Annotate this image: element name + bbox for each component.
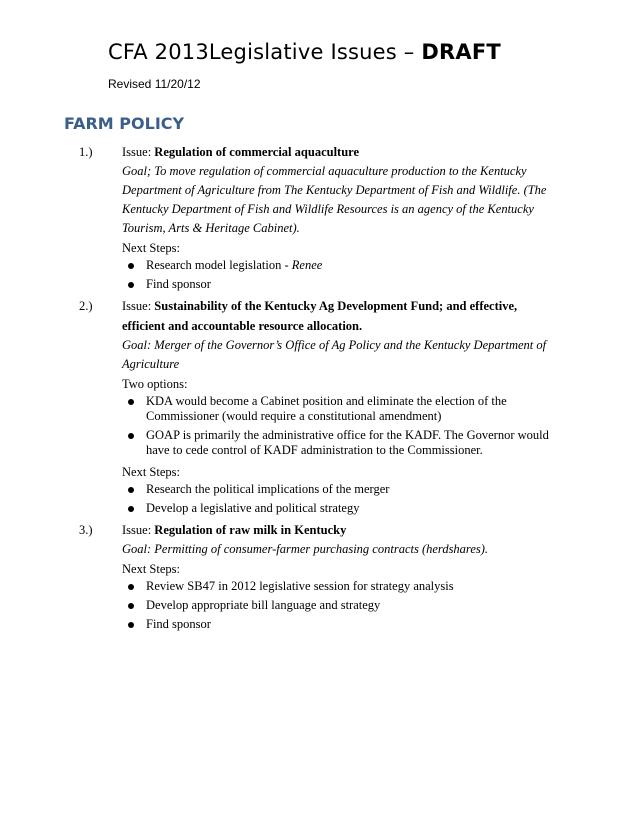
list-item xyxy=(122,598,558,613)
bullet-icon xyxy=(128,506,134,512)
issue-title: Sustainability of the Kentucky Ag Development Fund; and effective, efficient and accountable resource allocation. xyxy=(122,299,518,333)
issue-goal: Goal: Merger of the Governor’s Office of Ag Policy and the Kentucky Department of Agriculture xyxy=(122,338,547,371)
step-text: Develop a legislative and political strategy xyxy=(146,501,360,515)
bullet-icon xyxy=(128,603,134,609)
issue-heading xyxy=(122,296,558,336)
list-item xyxy=(122,617,558,632)
issue-label: Issue: xyxy=(122,299,155,313)
issue-heading xyxy=(122,520,558,540)
issues-list xyxy=(0,142,638,636)
issue-number: 2.) xyxy=(79,299,93,313)
step-text: Review SB47 in 2012 legislative session for strategy analysis xyxy=(146,579,454,593)
section-heading: FARM POLICY xyxy=(64,114,185,133)
step-owner: Renee xyxy=(291,258,323,272)
option-text: GOAP is primarily the administrative office for the KADF. The Governor would have to cede control of KADF administration to the Commissioner. xyxy=(146,428,549,457)
title-main: CFA 2013Legislative Issues – xyxy=(108,40,422,64)
issue-heading xyxy=(122,142,558,162)
options-label: Two options: xyxy=(122,377,188,391)
list-item xyxy=(122,428,558,458)
list-item xyxy=(122,394,558,424)
step-text: Develop appropriate bill language and strategy xyxy=(146,598,381,612)
next-steps-label: Next Steps: xyxy=(122,562,180,576)
list-item xyxy=(122,258,558,273)
issue-title: Regulation of commercial aquaculture xyxy=(154,145,360,159)
step-text: Research model legislation - xyxy=(146,258,292,272)
bullet-icon xyxy=(128,584,134,590)
bullet-icon xyxy=(128,282,134,288)
step-text: Find sponsor xyxy=(146,617,211,631)
next-steps-list xyxy=(122,482,558,516)
next-steps-list xyxy=(122,579,558,632)
next-steps-label: Next Steps: xyxy=(122,465,180,479)
bullet-icon xyxy=(128,487,134,493)
bullet-icon xyxy=(128,399,134,405)
issue-title: Regulation of raw milk in Kentucky xyxy=(154,523,347,537)
title-draft: DRAFT xyxy=(421,40,501,64)
issue-item xyxy=(0,296,638,516)
next-steps-label: Next Steps: xyxy=(122,241,180,255)
document-title xyxy=(108,40,501,64)
option-text: KDA would become a Cabinet position and eliminate the election of the Commissioner (would require a constitutional amendment) xyxy=(146,394,507,423)
bullet-icon xyxy=(128,433,134,439)
list-item xyxy=(122,482,558,497)
step-text: Find sponsor xyxy=(146,277,211,291)
step-text: Research the political implications of the merger xyxy=(146,482,390,496)
issue-label: Issue: xyxy=(122,145,155,159)
list-item xyxy=(122,579,558,594)
issue-label: Issue: xyxy=(122,523,155,537)
next-steps-list xyxy=(122,258,558,292)
options-list xyxy=(122,394,558,458)
issue-goal: Goal; To move regulation of commercial aquaculture production to the Kentucky Department of Agriculture from The Kentucky Department of Fish and Wildlife. (The Kentucky Department of Fish and Wildlife Resources is an agency of the Kentucky Tourism, Arts & Heritage Cabinet). xyxy=(122,164,547,235)
bullet-icon xyxy=(128,263,134,269)
issue-item xyxy=(0,142,638,292)
list-item xyxy=(122,277,558,292)
bullet-icon xyxy=(128,622,134,628)
list-item xyxy=(122,501,558,516)
issue-goal: Goal: Permitting of consumer-farmer purchasing contracts (herdshares). xyxy=(122,542,489,556)
issue-number: 3.) xyxy=(79,523,93,537)
issue-number: 1.) xyxy=(79,145,93,159)
revised-date: Revised 11/20/12 xyxy=(108,77,201,91)
issue-item xyxy=(0,520,638,632)
